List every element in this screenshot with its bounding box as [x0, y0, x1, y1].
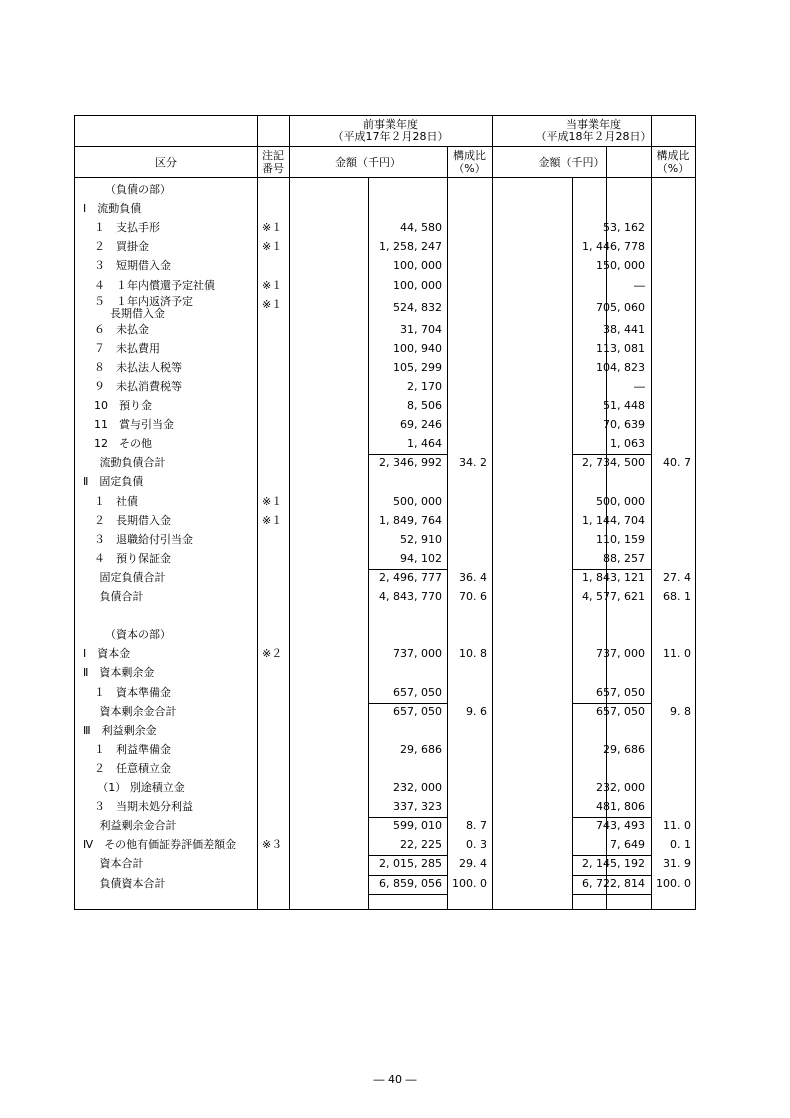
curr-ratio: 31. 9: [663, 857, 691, 871]
prev-ratio: 9. 6: [466, 704, 487, 718]
curr-amount: 6, 722, 814: [582, 876, 645, 890]
prev-amount: 1, 258, 247: [379, 240, 442, 254]
prev-amount: 31, 704: [400, 322, 442, 336]
prev-ratio: 10. 8: [459, 647, 487, 661]
curr-amount: 88, 257: [603, 551, 645, 565]
row-label: ９ 未払消費税等: [94, 379, 182, 393]
subtotal-rule: [572, 703, 651, 704]
curr-amount: 2, 734, 500: [582, 456, 645, 470]
curr-ratio: 27. 4: [663, 570, 691, 584]
curr-amount: 4, 577, 621: [582, 590, 645, 603]
ratio-prev-header-1: 構成比: [453, 149, 486, 162]
prev-amount: 100, 000: [393, 278, 442, 292]
amount-curr-header: 金額（千円）: [538, 156, 605, 169]
row-label: （負債の部）: [105, 183, 171, 196]
row-label: 10 預り金: [94, 399, 152, 412]
prev-amount: 94, 102: [400, 551, 442, 565]
curr-ratio: 100. 0: [656, 876, 691, 890]
page-number: ― 40 ―: [373, 1073, 417, 1086]
row-label: （資本の部）: [105, 628, 171, 642]
prev-amount: 232, 000: [393, 781, 442, 794]
row-note: ※２: [262, 647, 283, 661]
row-label: 11 賞与引当金: [94, 418, 174, 432]
prev-amount: 100, 940: [393, 341, 442, 355]
subtotal-rule: [572, 569, 651, 570]
curr-ratio: 0. 1: [670, 838, 691, 852]
curr-amount: 657, 050: [596, 685, 645, 699]
prev-amount: 4, 843, 770: [379, 590, 442, 603]
row-label: Ⅰ 流動負債: [83, 202, 142, 216]
subtotal-rule: [572, 855, 651, 856]
curr-amount: 29, 686: [603, 742, 645, 756]
row-label: Ⅳ その他有価証券評価差額金: [83, 838, 237, 852]
row-label: （1） 別途積立金: [97, 781, 185, 794]
curr-amount: ―: [634, 379, 645, 393]
row-label-line2: 長期借入金: [110, 306, 165, 320]
row-note: ※１: [262, 494, 283, 508]
row-label: 資本剰余金合計: [99, 704, 177, 718]
row-note: ※１: [262, 297, 283, 311]
subtotal-rule: [368, 855, 447, 856]
curr-ratio: 9. 8: [670, 704, 691, 718]
row-note: ※３: [262, 838, 283, 852]
prev-ratio: 0. 3: [466, 838, 487, 852]
subtotal-rule: [368, 703, 447, 704]
prev-amount: 44, 580: [400, 221, 442, 235]
row-label: 負債合計: [99, 590, 144, 603]
row-label: Ⅱ 資本剰余金: [83, 666, 155, 680]
row-label: 固定負債合計: [99, 570, 166, 584]
prev-ratio: 34. 2: [459, 456, 487, 470]
kubun-header: 区分: [155, 156, 177, 169]
row-note: ※１: [262, 221, 283, 235]
prev-amount: 337, 323: [393, 800, 442, 814]
row-label: ５ １年内返済予定: [94, 294, 193, 308]
header-divider: [75, 177, 695, 178]
prev-ratio: 8. 7: [466, 819, 487, 833]
balance-sheet-table: [74, 115, 696, 910]
prev-period-date: （平成17年２月28日）: [332, 130, 449, 143]
prev-amount: 105, 299: [393, 360, 442, 374]
curr-amount: 657, 050: [596, 704, 645, 718]
prev-period-title: 前事業年度: [363, 118, 418, 131]
prev-amount: 100, 000: [393, 259, 442, 273]
row-label: ７ 未払費用: [94, 341, 160, 355]
curr-amount: 7, 649: [610, 838, 645, 852]
prev-amount: 2, 496, 777: [379, 570, 442, 584]
subtotal-rule: [368, 875, 447, 876]
col-divider: [447, 147, 448, 909]
row-label: ３ 退職給付引当金: [94, 532, 193, 546]
col-divider: [651, 116, 652, 909]
subtotal-rule: [572, 894, 651, 895]
row-label: １ 資本準備金: [94, 685, 171, 699]
curr-amount: 51, 448: [603, 399, 645, 412]
curr-ratio: 68. 1: [663, 590, 691, 603]
prev-amount: 8, 506: [407, 399, 442, 412]
row-label: 12 その他: [94, 437, 152, 451]
row-label: ２ 任意積立金: [94, 761, 171, 775]
subtotal-rule: [368, 894, 447, 895]
header-divider: [75, 146, 695, 147]
curr-amount: 38, 441: [603, 322, 645, 336]
row-label: ４ 預り保証金: [94, 551, 171, 565]
curr-period-title: 当事業年度: [566, 118, 621, 131]
row-label: １ 社債: [94, 494, 138, 508]
row-label: ６ 未払金: [94, 322, 149, 336]
subtotal-rule: [572, 875, 651, 876]
curr-amount: 1, 144, 704: [582, 513, 645, 527]
row-label: ４ １年内償還予定社債: [94, 278, 215, 292]
curr-amount: 1, 446, 778: [582, 240, 645, 254]
prev-ratio: 100. 0: [452, 876, 487, 890]
note-header-2: 番号: [262, 162, 284, 175]
prev-amount: 52, 910: [400, 532, 442, 546]
curr-amount: 1, 843, 121: [582, 570, 645, 584]
curr-amount: 70, 639: [603, 418, 645, 432]
subtotal-rule: [368, 569, 447, 570]
curr-amount: 743, 493: [596, 819, 645, 833]
curr-ratio: 40. 7: [663, 456, 691, 470]
curr-amount: 53, 162: [603, 221, 645, 235]
row-label: １ 支払手形: [94, 221, 160, 235]
col-divider: [492, 116, 493, 909]
col-divider: [289, 116, 290, 909]
prev-amount: 599, 010: [393, 819, 442, 833]
prev-amount: 69, 246: [400, 418, 442, 432]
row-label: Ⅰ 資本金: [83, 647, 131, 661]
row-label: １ 利益準備金: [94, 742, 171, 756]
prev-amount: 6, 859, 056: [379, 876, 442, 890]
row-label: 資本合計: [99, 857, 144, 871]
prev-amount: 29, 686: [400, 742, 442, 756]
curr-amount: 113, 081: [596, 341, 645, 355]
prev-amount: 2, 170: [407, 379, 442, 393]
prev-amount: 657, 050: [393, 704, 442, 718]
row-note: ※１: [262, 240, 283, 254]
curr-period-date: （平成18年２月28日）: [535, 130, 652, 143]
ratio-prev-header-2: （%）: [453, 162, 486, 175]
curr-ratio: 11. 0: [663, 819, 691, 833]
prev-amount: 1, 849, 764: [379, 513, 442, 527]
curr-amount: 110, 159: [596, 532, 645, 546]
curr-amount: 481, 806: [596, 800, 645, 814]
col-divider: [257, 116, 258, 909]
prev-amount: 657, 050: [393, 685, 442, 699]
prev-amount: 1, 464: [407, 437, 442, 451]
prev-amount: 2, 346, 992: [379, 456, 442, 470]
prev-amount: 22, 225: [400, 838, 442, 852]
prev-ratio: 36. 4: [459, 570, 487, 584]
curr-amount: 232, 000: [596, 781, 645, 794]
curr-amount: 1, 063: [610, 437, 645, 451]
amount-prev-header: 金額（千円）: [335, 156, 401, 169]
row-label: Ⅱ 固定負債: [83, 475, 144, 489]
prev-ratio: 70. 6: [459, 590, 487, 603]
curr-amount: 705, 060: [596, 300, 645, 314]
row-label: ３ 短期借入金: [94, 259, 171, 273]
row-label: ３ 当期未処分利益: [94, 800, 193, 814]
curr-amount: 104, 823: [596, 360, 645, 374]
curr-amount: ―: [634, 278, 645, 292]
row-note: ※１: [262, 278, 283, 292]
note-header-1: 注記: [262, 149, 284, 162]
row-label: 負債資本合計: [99, 876, 166, 890]
prev-amount: 524, 832: [393, 300, 442, 314]
curr-ratio: 11. 0: [663, 647, 691, 661]
subtotal-rule: [572, 454, 651, 455]
prev-amount: 500, 000: [393, 494, 442, 508]
prev-amount: 737, 000: [393, 647, 442, 661]
row-note: ※１: [262, 513, 283, 527]
curr-amount: 2, 145, 192: [582, 857, 645, 871]
prev-amount: 2, 015, 285: [379, 857, 442, 871]
row-label: ２ 長期借入金: [94, 513, 171, 527]
row-label: Ⅲ 利益剰余金: [83, 723, 157, 737]
prev-ratio: 29. 4: [459, 857, 487, 871]
row-label: ８ 未払法人税等: [94, 360, 182, 374]
subtotal-rule: [368, 817, 447, 818]
ratio-curr-header-2: （%）: [656, 162, 690, 175]
subtotal-rule: [368, 454, 447, 455]
row-label: 利益剰余金合計: [99, 819, 177, 833]
curr-amount: 737, 000: [596, 647, 645, 661]
ratio-curr-header-1: 構成比: [656, 149, 690, 162]
row-label: ２ 買掛金: [94, 240, 149, 254]
curr-amount: 500, 000: [596, 494, 645, 508]
curr-amount: 150, 000: [596, 259, 645, 273]
subtotal-rule: [572, 817, 651, 818]
row-label: 流動負債合計: [99, 456, 166, 470]
